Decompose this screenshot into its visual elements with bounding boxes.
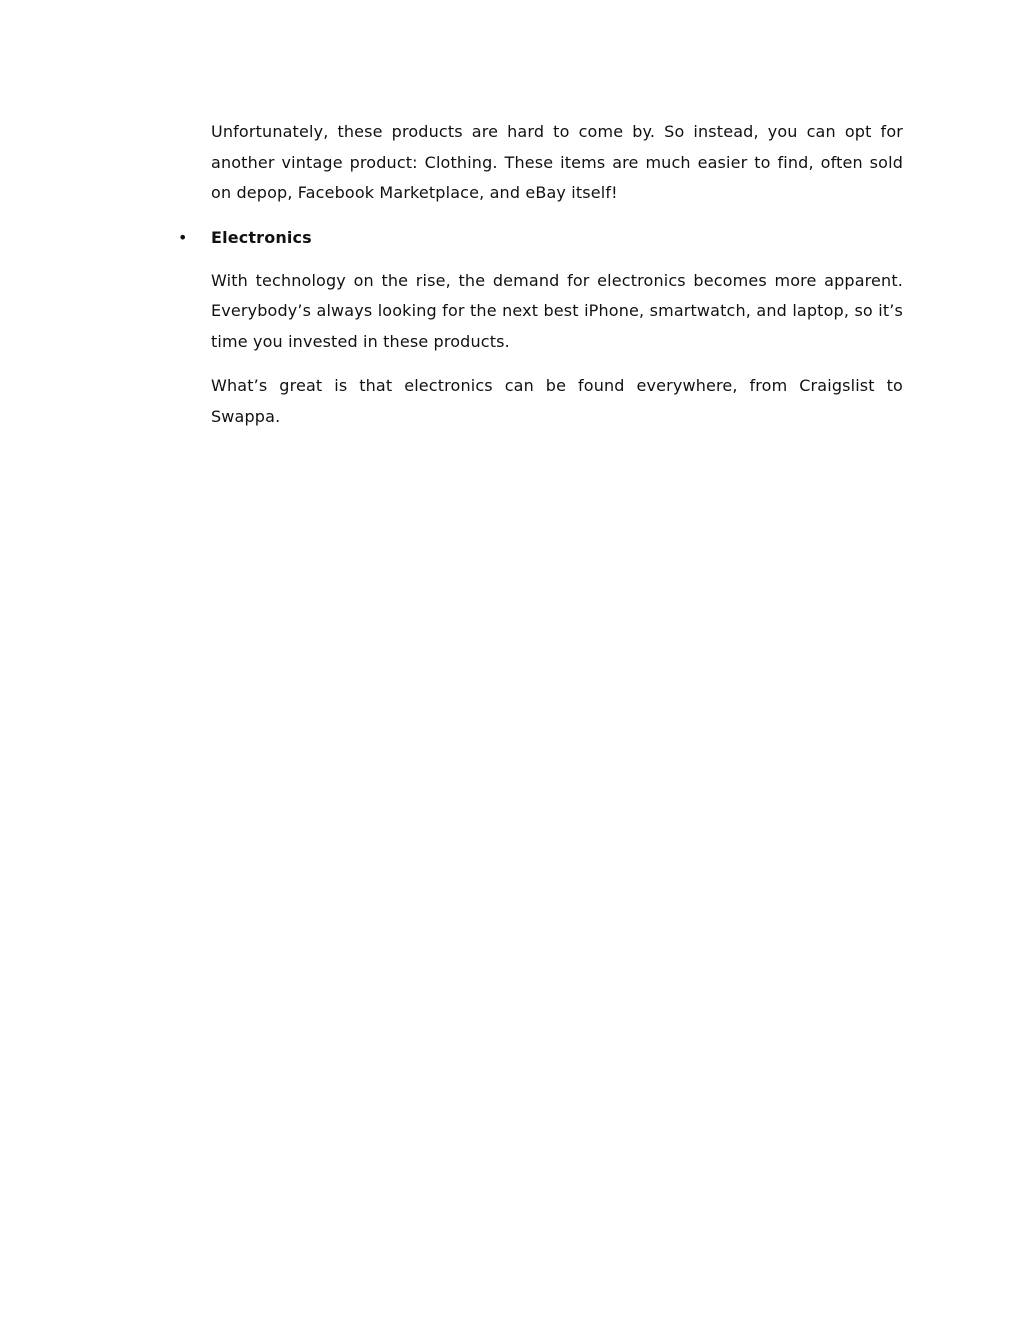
section-paragraph: With technology on the rise, the demand for electronics becomes more apparent. Everybody’s always looking for the next best iPhone, smartwatch, and laptop, so it’s time you invested in these products. — [211, 270, 903, 351]
document-content — [178, 117, 903, 446]
bullet-point: • — [178, 227, 188, 247]
section-heading: Electronics — [211, 227, 312, 247]
section-heading-row — [178, 223, 903, 253]
section-paragraph: What’s great is that electronics can be found everywhere, from Craigslist to Swappa. — [211, 376, 903, 426]
intro-paragraph: Unfortunately, these products are hard to come by. So instead, you can opt for another vintage product: Clothing. These items are much easier to find, often sold on depop, Facebook Marketplace, and eBay itself! — [211, 122, 903, 202]
